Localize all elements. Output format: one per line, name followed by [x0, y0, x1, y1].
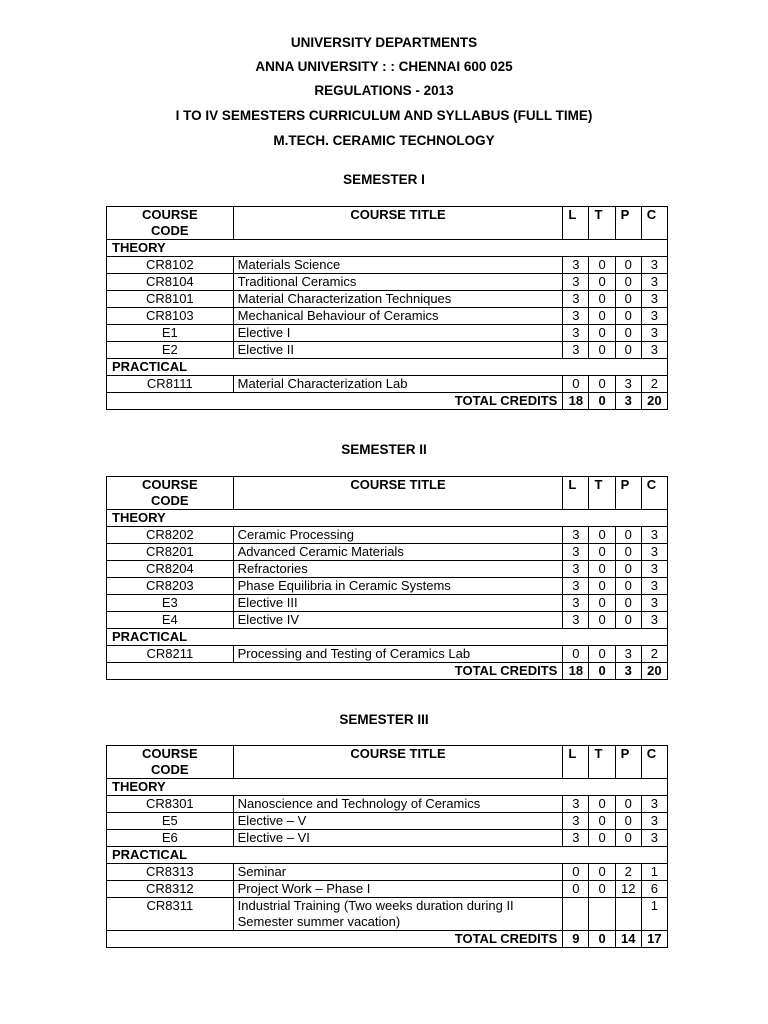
credit-t: 0: [589, 342, 615, 359]
credit-t: 0: [589, 308, 615, 325]
header-t: T: [589, 746, 615, 779]
university-name-heading: ANNA UNIVERSITY : : CHENNAI 600 025: [255, 59, 513, 74]
credit-t: 0: [589, 274, 615, 291]
course-code: CR8202: [107, 527, 234, 544]
header-c: C: [641, 477, 667, 510]
credit-t: 0: [589, 325, 615, 342]
total-row: [107, 931, 668, 948]
credit-p: 0: [615, 527, 641, 544]
credit-l: 3: [563, 612, 589, 629]
course-code: E5: [107, 813, 234, 830]
credit-l: 3: [563, 527, 589, 544]
course-code: E6: [107, 830, 234, 847]
header-l: L: [563, 746, 589, 779]
course-title: Elective II: [233, 342, 563, 359]
course-table: [106, 206, 668, 410]
table-header-row: [107, 477, 668, 510]
course-title: Elective – VI: [233, 830, 563, 847]
credit-c: 3: [641, 578, 667, 595]
credit-c: 3: [641, 527, 667, 544]
credit-p: 0: [615, 595, 641, 612]
header-course-code: [107, 746, 234, 779]
credit-l: 0: [563, 376, 589, 393]
total-c: 17: [641, 931, 667, 948]
semester-title: SEMESTER II: [341, 442, 427, 457]
header-course-title: COURSE TITLE: [233, 477, 563, 510]
section-label: THEORY: [107, 510, 668, 527]
course-title: Refractories: [233, 561, 563, 578]
course-code: CR8203: [107, 578, 234, 595]
credit-l: 3: [563, 561, 589, 578]
credit-l: 3: [563, 257, 589, 274]
table-row: [107, 527, 668, 544]
credit-l: 3: [563, 595, 589, 612]
total-row: [107, 393, 668, 410]
credit-p: 0: [615, 796, 641, 813]
total-p: 3: [615, 663, 641, 680]
credit-p: 2: [615, 864, 641, 881]
credit-c: 3: [641, 274, 667, 291]
course-title: Phase Equilibria in Ceramic Systems: [233, 578, 563, 595]
section-row: [107, 510, 668, 527]
header-course-title: COURSE TITLE: [233, 746, 563, 779]
table-row: [107, 830, 668, 847]
course-code: CR8111: [107, 376, 234, 393]
credit-t: 0: [589, 646, 615, 663]
table-row: [107, 342, 668, 359]
course-table: [106, 745, 668, 948]
section-row: [107, 779, 668, 796]
credit-l: 3: [563, 813, 589, 830]
credit-t: 0: [589, 578, 615, 595]
table-row: [107, 274, 668, 291]
credit-t: 0: [589, 830, 615, 847]
credit-l: 3: [563, 342, 589, 359]
total-p: 3: [615, 393, 641, 410]
credit-p: 0: [615, 578, 641, 595]
credit-t: 0: [589, 813, 615, 830]
credit-l: 3: [563, 308, 589, 325]
credit-l: 3: [563, 544, 589, 561]
course-title: Material Characterization Techniques: [233, 291, 563, 308]
header-code-label: CODE: [151, 493, 189, 508]
table-row: [107, 864, 668, 881]
header-c: C: [641, 207, 667, 240]
course-code: CR8204: [107, 561, 234, 578]
course-code: CR8313: [107, 864, 234, 881]
regulations-heading: REGULATIONS - 2013: [314, 83, 454, 98]
credit-c: 3: [641, 796, 667, 813]
credit-p: 12: [615, 881, 641, 898]
credit-t: 0: [589, 257, 615, 274]
credit-t: 0: [589, 291, 615, 308]
course-code: CR8211: [107, 646, 234, 663]
course-title: Materials Science: [233, 257, 563, 274]
credit-c: 3: [641, 612, 667, 629]
header-l: L: [563, 477, 589, 510]
course-table: [106, 476, 668, 680]
semester-title: SEMESTER I: [343, 172, 425, 187]
header-c: C: [641, 746, 667, 779]
course-title: Project Work – Phase I: [233, 881, 563, 898]
course-title: Traditional Ceramics: [233, 274, 563, 291]
credit-l: 3: [563, 325, 589, 342]
credit-c: 6: [641, 881, 667, 898]
header-course-code: [107, 207, 234, 240]
credit-p: 0: [615, 813, 641, 830]
total-credits-label: TOTAL CREDITS: [107, 931, 563, 948]
total-c: 20: [641, 663, 667, 680]
table-row: [107, 544, 668, 561]
total-l: 18: [563, 663, 589, 680]
course-code: CR8301: [107, 796, 234, 813]
credit-p: 0: [615, 830, 641, 847]
header-course-label: COURSE: [142, 477, 198, 492]
programme-heading: M.TECH. CERAMIC TECHNOLOGY: [273, 133, 495, 148]
credit-c: 3: [641, 257, 667, 274]
course-code: CR8102: [107, 257, 234, 274]
section-label: PRACTICAL: [107, 847, 668, 864]
table-row: [107, 376, 668, 393]
total-t: 0: [589, 393, 615, 410]
table-row: [107, 257, 668, 274]
credit-l: 3: [563, 274, 589, 291]
course-code: CR8101: [107, 291, 234, 308]
credit-p: 0: [615, 274, 641, 291]
credit-t: 0: [589, 864, 615, 881]
total-c: 20: [641, 393, 667, 410]
header-code-label: CODE: [151, 223, 189, 238]
credit-c: 2: [641, 646, 667, 663]
credit-c: 1: [641, 898, 667, 931]
table-row: [107, 612, 668, 629]
credit-p: 0: [615, 325, 641, 342]
total-t: 0: [589, 663, 615, 680]
credit-p: 0: [615, 612, 641, 629]
course-title: Elective IV: [233, 612, 563, 629]
section-row: [107, 629, 668, 646]
course-code: E1: [107, 325, 234, 342]
table-row: [107, 325, 668, 342]
total-credits-label: TOTAL CREDITS: [107, 393, 563, 410]
total-credits-label: TOTAL CREDITS: [107, 663, 563, 680]
section-label: THEORY: [107, 779, 668, 796]
credit-p: 0: [615, 544, 641, 561]
header-course-code: [107, 477, 234, 510]
credit-c: 1: [641, 864, 667, 881]
total-t: 0: [589, 931, 615, 948]
course-code: CR8103: [107, 308, 234, 325]
credit-t: 0: [589, 612, 615, 629]
section-row: [107, 359, 668, 376]
credit-t: 0: [589, 595, 615, 612]
total-p: 14: [615, 931, 641, 948]
header-t: T: [589, 207, 615, 240]
credit-l: 3: [563, 578, 589, 595]
table-row: [107, 578, 668, 595]
credit-c: 2: [641, 376, 667, 393]
course-title: Mechanical Behaviour of Ceramics: [233, 308, 563, 325]
credit-l: 0: [563, 881, 589, 898]
table-row: [107, 561, 668, 578]
credit-p: 0: [615, 291, 641, 308]
total-l: 9: [563, 931, 589, 948]
section-label: PRACTICAL: [107, 359, 668, 376]
header-p: P: [615, 207, 641, 240]
credit-l: 0: [563, 864, 589, 881]
header-p: P: [615, 746, 641, 779]
credit-c: 3: [641, 830, 667, 847]
credit-c: 3: [641, 308, 667, 325]
table-row: [107, 881, 668, 898]
section-row: [107, 240, 668, 257]
course-title: Seminar: [233, 864, 563, 881]
total-l: 18: [563, 393, 589, 410]
course-code: E3: [107, 595, 234, 612]
table-row: [107, 813, 668, 830]
course-title: Elective III: [233, 595, 563, 612]
credit-l: [563, 898, 589, 931]
course-title: Material Characterization Lab: [233, 376, 563, 393]
table-row: [107, 595, 668, 612]
credit-t: 0: [589, 527, 615, 544]
credit-c: 3: [641, 544, 667, 561]
course-code: E2: [107, 342, 234, 359]
credit-p: 3: [615, 376, 641, 393]
header-l: L: [563, 207, 589, 240]
header-course-title: COURSE TITLE: [233, 207, 563, 240]
course-title: Industrial Training (Two weeks duration during II Semester summer vacation): [233, 898, 563, 931]
credit-p: 3: [615, 646, 641, 663]
course-code: CR8104: [107, 274, 234, 291]
credit-c: 3: [641, 595, 667, 612]
credit-c: 3: [641, 561, 667, 578]
curriculum-heading: I TO IV SEMESTERS CURRICULUM AND SYLLABUS (FULL TIME): [175, 108, 593, 123]
credit-t: 0: [589, 376, 615, 393]
total-row: [107, 663, 668, 680]
course-title: Advanced Ceramic Materials: [233, 544, 563, 561]
table-row: [107, 291, 668, 308]
credit-t: 0: [589, 544, 615, 561]
credit-l: 0: [563, 646, 589, 663]
table-row: [107, 796, 668, 813]
credit-t: [589, 898, 615, 931]
course-title: Ceramic Processing: [233, 527, 563, 544]
semester-title: SEMESTER III: [339, 712, 429, 727]
header-course-label: COURSE: [142, 746, 198, 761]
table-header-row: [107, 746, 668, 779]
credit-l: 3: [563, 830, 589, 847]
course-code: CR8312: [107, 881, 234, 898]
credit-t: 0: [589, 881, 615, 898]
table-row: [107, 898, 668, 931]
credit-p: 0: [615, 561, 641, 578]
credit-p: 0: [615, 308, 641, 325]
credit-c: 3: [641, 813, 667, 830]
credit-c: 3: [641, 325, 667, 342]
university-departments-heading: UNIVERSITY DEPARTMENTS: [290, 35, 478, 50]
credit-l: 3: [563, 796, 589, 813]
section-label: PRACTICAL: [107, 629, 668, 646]
credit-t: 0: [589, 796, 615, 813]
course-title: Elective I: [233, 325, 563, 342]
course-title: Processing and Testing of Ceramics Lab: [233, 646, 563, 663]
section-label: THEORY: [107, 240, 668, 257]
header-code-label: CODE: [151, 762, 189, 777]
credit-c: 3: [641, 342, 667, 359]
course-title: Elective – V: [233, 813, 563, 830]
table-row: [107, 308, 668, 325]
course-code: E4: [107, 612, 234, 629]
credit-t: 0: [589, 561, 615, 578]
course-title: Nanoscience and Technology of Ceramics: [233, 796, 563, 813]
credit-c: 3: [641, 291, 667, 308]
credit-p: 0: [615, 257, 641, 274]
header-course-label: COURSE: [142, 207, 198, 222]
header-t: T: [589, 477, 615, 510]
table-header-row: [107, 207, 668, 240]
header-p: P: [615, 477, 641, 510]
credit-p: 0: [615, 342, 641, 359]
course-code: CR8201: [107, 544, 234, 561]
credit-l: 3: [563, 291, 589, 308]
table-row: [107, 646, 668, 663]
credit-p: [615, 898, 641, 931]
section-row: [107, 847, 668, 864]
course-code: CR8311: [107, 898, 234, 931]
